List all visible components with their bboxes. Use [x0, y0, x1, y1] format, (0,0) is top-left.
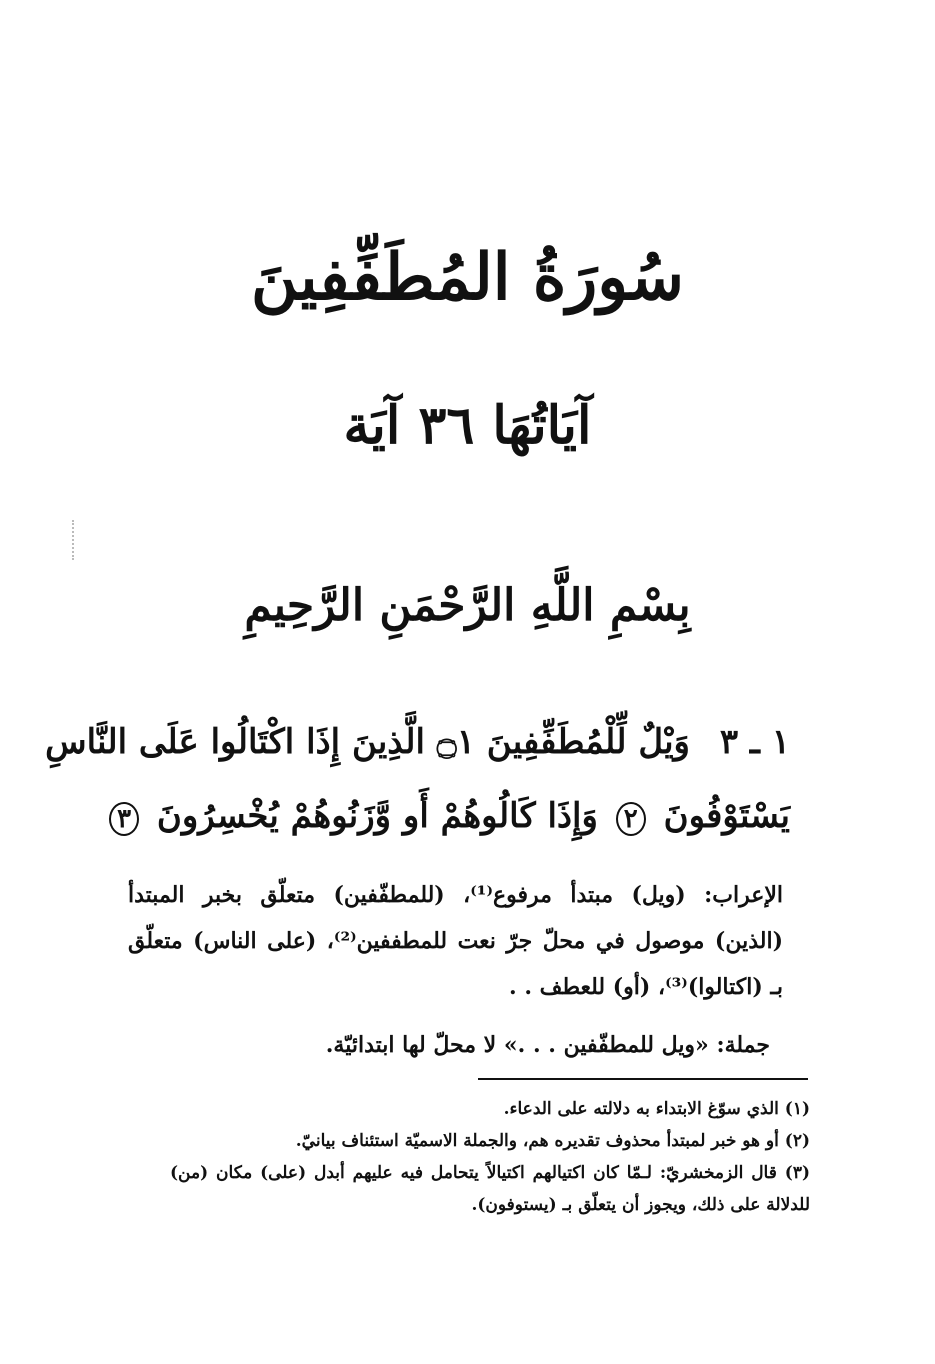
irab-line-2: (الذين) موصول في محلّ جرّ نعت للمطففين⁽²⁾، (على الناس) متعلّق — [128, 928, 783, 954]
footnote-3-line-1: (٣) قال الزمخشريّ: لـمّا كان اكتيالهم اكتيالاً يتحامل فيه عليهم أبدل (على) مكان (من) — [170, 1163, 810, 1183]
ayat-count: آيَاتُهَا ٣٦ آيَة — [343, 395, 592, 456]
footnote-3-line-2: للدلالة على ذلك، ويجوز أن يتعلّق بـ (يستوفون). — [471, 1195, 810, 1215]
verse-text-2a: يَسْتَوْفُونَ — [663, 796, 790, 836]
scan-gutter-mark — [72, 520, 76, 560]
surah-title: سُورَةُ المُطَفِّفِينَ — [251, 240, 684, 315]
jumla-sentence: جملة: «ويل للمطفّفين . . .» لا محلّ لها ابتدائيّة. — [325, 1032, 770, 1058]
verse-text-1: وَيْلٌ لِّلْمُطَفِّفِينَ ۝١ الَّذِينَ إِذَا اكْتَالُوا عَلَى النَّاسِ — [45, 722, 690, 762]
irab-line-1: الإعراب: (ويل) مبتدأ مرفوع⁽¹⁾، (للمطفّفين) متعلّق بخبر المبتدأ — [128, 882, 784, 908]
verse-text-2b: وَإِذَا كَالُوهُمْ أَو وَّزَنُوهُمْ يُخْسِرُونَ — [156, 796, 598, 836]
footnote-2: (٢) أو هو خبر لمبتدأ محذوف تقديره هم، والجملة الاسميّة استئناف بيانيّ. — [295, 1131, 810, 1151]
verse-line-1 — [45, 705, 790, 779]
irab-line-3: بـ (اكتالوا)⁽³⁾، (أو) للعطف . . — [509, 974, 783, 1000]
footnote-1: (١) الذي سوّغ الابتداء به دلالته على الدعاء. — [503, 1099, 810, 1119]
ayah-marker-2: ٢ — [616, 802, 646, 836]
verse-line-2 — [117, 779, 790, 853]
verse-block — [45, 705, 790, 853]
footnote-divider — [478, 1078, 808, 1080]
ayah-marker-3: ٣ — [109, 802, 139, 836]
verse-reference: ١ ـ ٣ — [719, 722, 790, 762]
footnotes — [170, 1093, 810, 1221]
basmala: بِسْمِ اللَّهِ الرَّحْمَنِ الرَّحِيمِ — [244, 580, 691, 631]
irab-paragraph — [128, 872, 783, 1010]
